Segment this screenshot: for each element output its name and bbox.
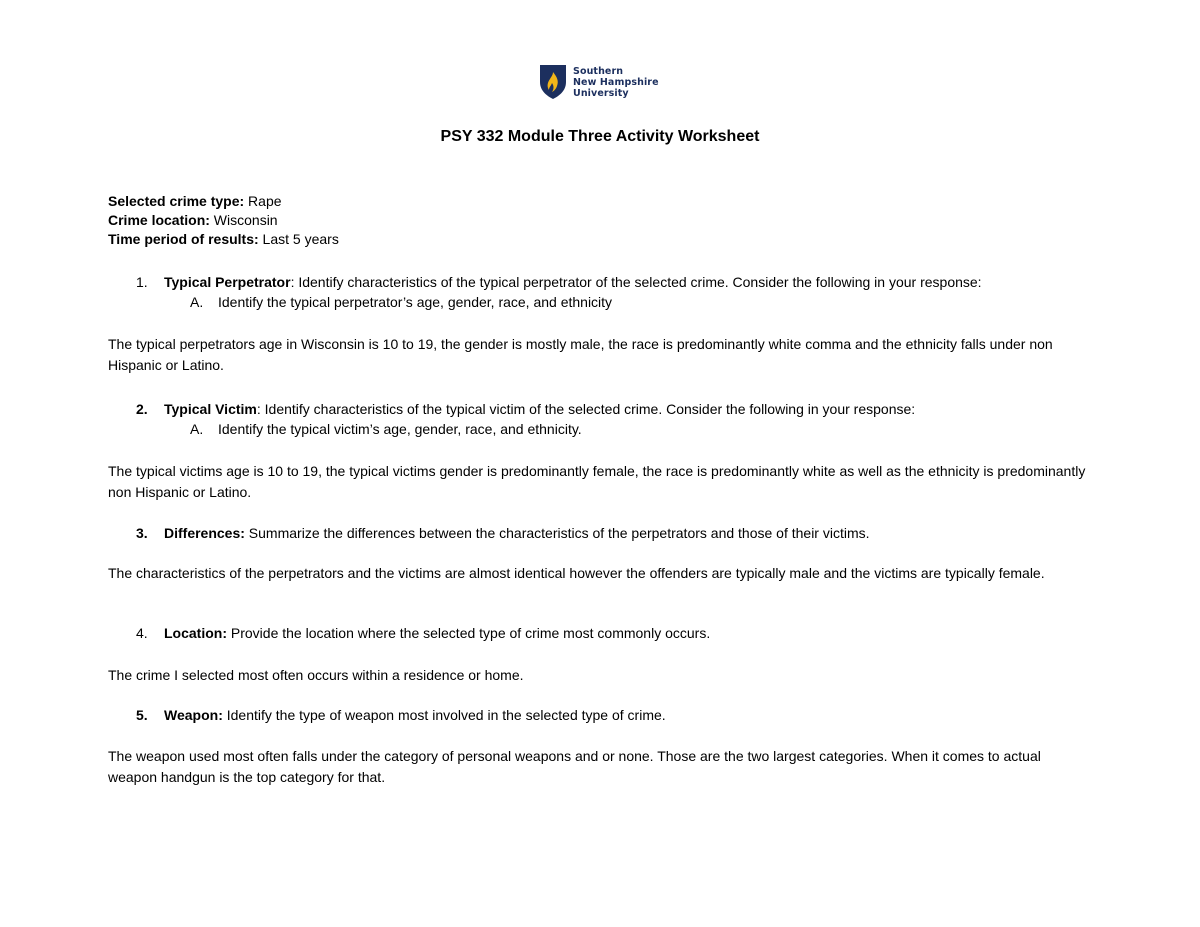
question-1-prompt: : Identify characteristics of the typical perpetrator of the selected crime. Consider the following in your response: bbox=[290, 274, 982, 290]
question-2 bbox=[136, 400, 1136, 419]
question-3-number: 3. bbox=[136, 525, 148, 541]
page-title: PSY 332 Module Three Activity Worksheet bbox=[440, 128, 760, 145]
logo-line-3: University bbox=[573, 87, 629, 99]
question-2-subitem-letter: A. bbox=[190, 421, 204, 437]
meta-crime-type-label: Selected crime type: bbox=[108, 193, 245, 209]
question-2-heading: Typical Victim bbox=[164, 401, 257, 417]
meta-period-label: Time period of results: bbox=[108, 231, 259, 247]
question-5-prompt: Identify the type of weapon most involved in the selected type of crime. bbox=[222, 707, 666, 723]
question-1-subitem bbox=[190, 293, 612, 312]
meta-crime-type-value: Rape bbox=[244, 193, 282, 209]
question-3-heading: Differences: bbox=[164, 525, 245, 541]
answer-4: The crime I selected most often occurs within a residence or home. bbox=[108, 667, 524, 683]
question-4-heading: Location: bbox=[164, 625, 227, 641]
answer-3: The characteristics of the perpetrators and the victims are almost identical however the offenders are typically male and the victims are typically female. bbox=[108, 565, 1045, 581]
meta-location-label: Crime location: bbox=[108, 212, 210, 228]
answer-2: The typical victims age is 10 to 19, the typical victims gender is predominantly female, the race is predominantly white as well as the ethnicity is predominantly non Hispanic or Latino. bbox=[108, 463, 1086, 500]
meta-crime-type bbox=[108, 192, 339, 211]
worksheet-meta bbox=[108, 192, 339, 249]
question-5 bbox=[136, 706, 1136, 725]
logo-line-1: Southern bbox=[573, 65, 624, 77]
question-3 bbox=[136, 524, 1136, 543]
question-5-number: 5. bbox=[136, 707, 148, 723]
question-4-number: 4. bbox=[136, 625, 148, 641]
logo-wordmark bbox=[573, 66, 659, 99]
question-2-prompt: : Identify characteristics of the typical victim of the selected crime. Consider the following in your response: bbox=[256, 401, 916, 417]
question-1-subitem-text: Identify the typical perpetrator’s age, gender, race, and ethnicity bbox=[218, 294, 613, 310]
answer-5: The weapon used most often falls under the category of personal weapons and or none. Those are the two largest categories. When it comes to actual weapon handgun is the top category for that. bbox=[108, 748, 1041, 785]
question-1 bbox=[136, 273, 1136, 292]
question-3-prompt: Summarize the differences between the characteristics of the perpetrators and those of their victims. bbox=[244, 525, 870, 541]
meta-period bbox=[108, 230, 339, 249]
question-1-subitem-letter: A. bbox=[190, 294, 204, 310]
shield-flame-icon bbox=[539, 64, 567, 100]
meta-location-value: Wisconsin bbox=[209, 212, 278, 228]
question-2-subitem bbox=[190, 420, 582, 439]
meta-period-value: Last 5 years bbox=[258, 231, 339, 247]
university-logo bbox=[539, 64, 659, 100]
question-4 bbox=[136, 624, 1136, 643]
question-1-heading: Typical Perpetrator bbox=[164, 274, 291, 290]
meta-location bbox=[108, 211, 339, 230]
question-2-number: 2. bbox=[136, 401, 148, 417]
question-5-heading: Weapon: bbox=[164, 707, 223, 723]
question-1-number: 1. bbox=[136, 274, 148, 290]
logo-line-2: New Hampshire bbox=[573, 76, 659, 88]
answer-1: The typical perpetrators age in Wisconsin is 10 to 19, the gender is mostly male, the race is predominantly white comma and the ethnicity falls under non Hispanic or Latino. bbox=[108, 336, 1053, 373]
question-2-subitem-text: Identify the typical victim’s age, gender, race, and ethnicity. bbox=[218, 421, 582, 437]
question-4-prompt: Provide the location where the selected type of crime most commonly occurs. bbox=[227, 625, 711, 641]
